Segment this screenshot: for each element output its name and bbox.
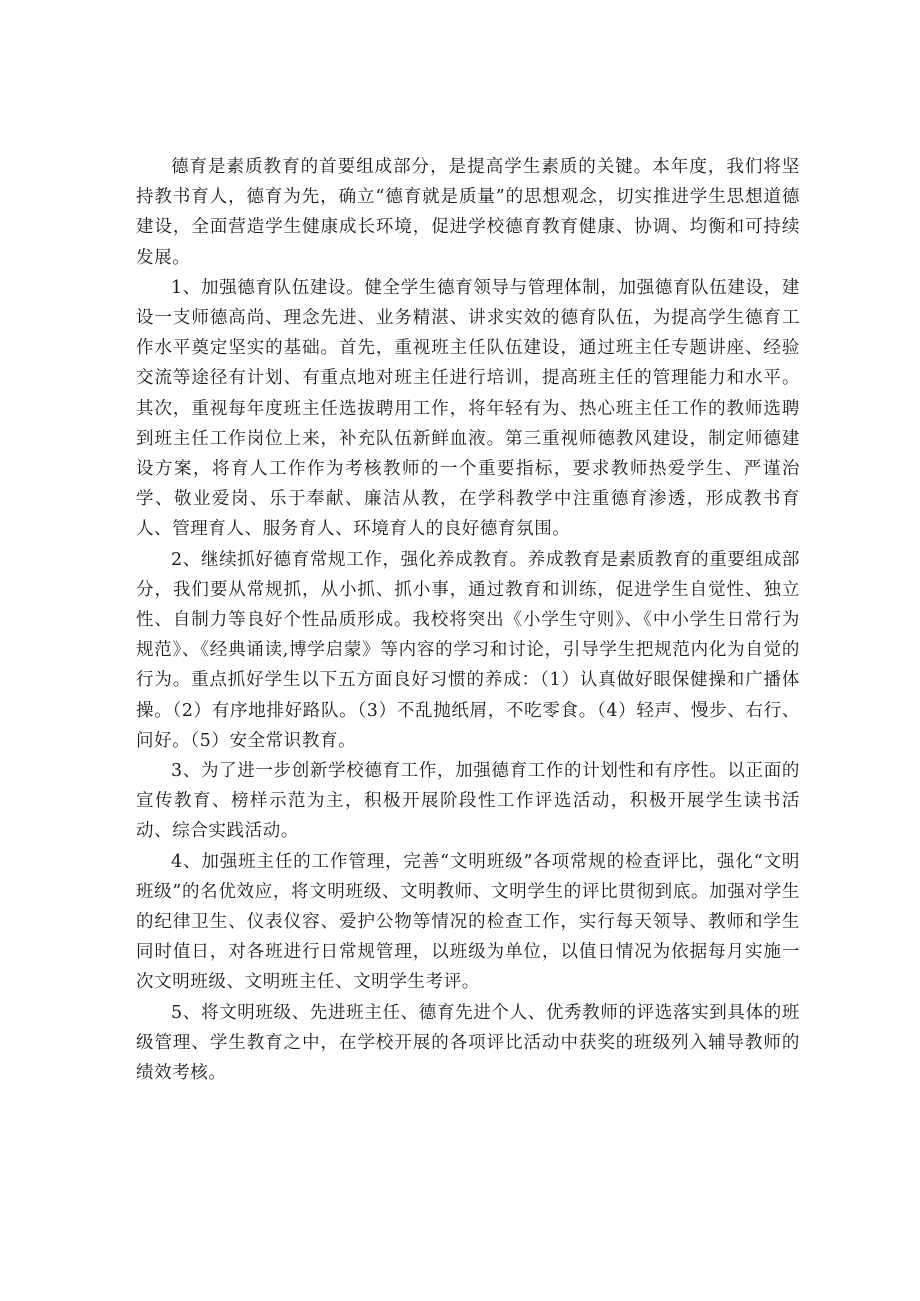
item-3-paragraph: 3、为了进一步创新学校德育工作，加强德育工作的计划性和有序性。以正面的宣传教育、榜样示范为主，积极开展阶段性工作评选活动，积极开展学生读书活动、综合实践活动。 <box>136 761 800 842</box>
document-body <box>136 152 800 1088</box>
item-5-paragraph: 5、将文明班级、先进班主任、德育先进个人、优秀教师的评选落实到具体的班级管理、学生教育之中，在学校开展的各项评比活动中获奖的班级列入辅导教师的绩效考核。 <box>136 1002 800 1084</box>
item-2-paragraph: 2、继续抓好德育常规工作，强化养成教育。养成教育是素质教育的重要组成部分，我们要从常规抓，从小抓、抓小事，通过教育和训练，促进学生自觉性、独立性、自制力等良好个性品质形成。我校将突出《小学生守则》、《中小学生日常行为规范》、《经典诵读,博学启蒙》等内容的学习和讨论，引导学生把规范内化为自觉的行为。重点抓好学生以下五方面良好习惯的养成：（1）认真做好眼保健操和广播体操。（2）有序地排好路队。（3）不乱抛纸屑，不吃零食。（4）轻声、慢步、右行、问好。（5）安全常识教育。 <box>136 549 800 751</box>
item-4-paragraph: 4、加强班主任的工作管理，完善“文明班级”各项常规的检查评比，强化“文明班级”的名优效应，将文明班级、文明教师、文明学生的评比贯彻到底。加强对学生的纪律卫生、仪表仪容、爱护公物等情况的检查工作，实行每天领导、教师和学生同时值日，对各班进行日常规管理，以班级为单位，以值日情况为依据每月实施一次文明班级、文明班主任、文明学生考评。 <box>136 851 800 993</box>
intro-paragraph: 德育是素质教育的首要组成部分，是提高学生素质的关键。本年度，我们将坚持教书育人，德育为先，确立“德育就是质量”的思想观念，切实推进学生思想道德建设，全面营造学生健康成长环境，促进学校德育教育健康、协调、均衡和可持续发展。 <box>136 157 800 268</box>
item-1-paragraph: 1、加强德育队伍建设。健全学生德育领导与管理体制，加强德育队伍建设，建设一支师德高尚、理念先进、业务精湛、讲求实效的德育队伍，为提高学生德育工作水平奠定坚实的基础。首先，重视班主任队伍建设，通过班主任专题讲座、经验交流等途径有计划、有重点地对班主任进行培训，提高班主任的管理能力和水平。其次，重视每年度班主任选拔聘用工作，将年轻有为、热心班主任工作的教师选聘到班主任工作岗位上来，补充队伍新鲜血液。第三重视师德教风建设，制定师德建设方案，将育人工作作为考核教师的一个重要指标，要求教师热爱学生、严谨治学、敬业爱岗、乐于奉献、廉洁从教，在学科教学中注重德育渗透，形成教书育人、管理育人、服务育人、环境育人的良好德育氛围。 <box>136 277 800 540</box>
